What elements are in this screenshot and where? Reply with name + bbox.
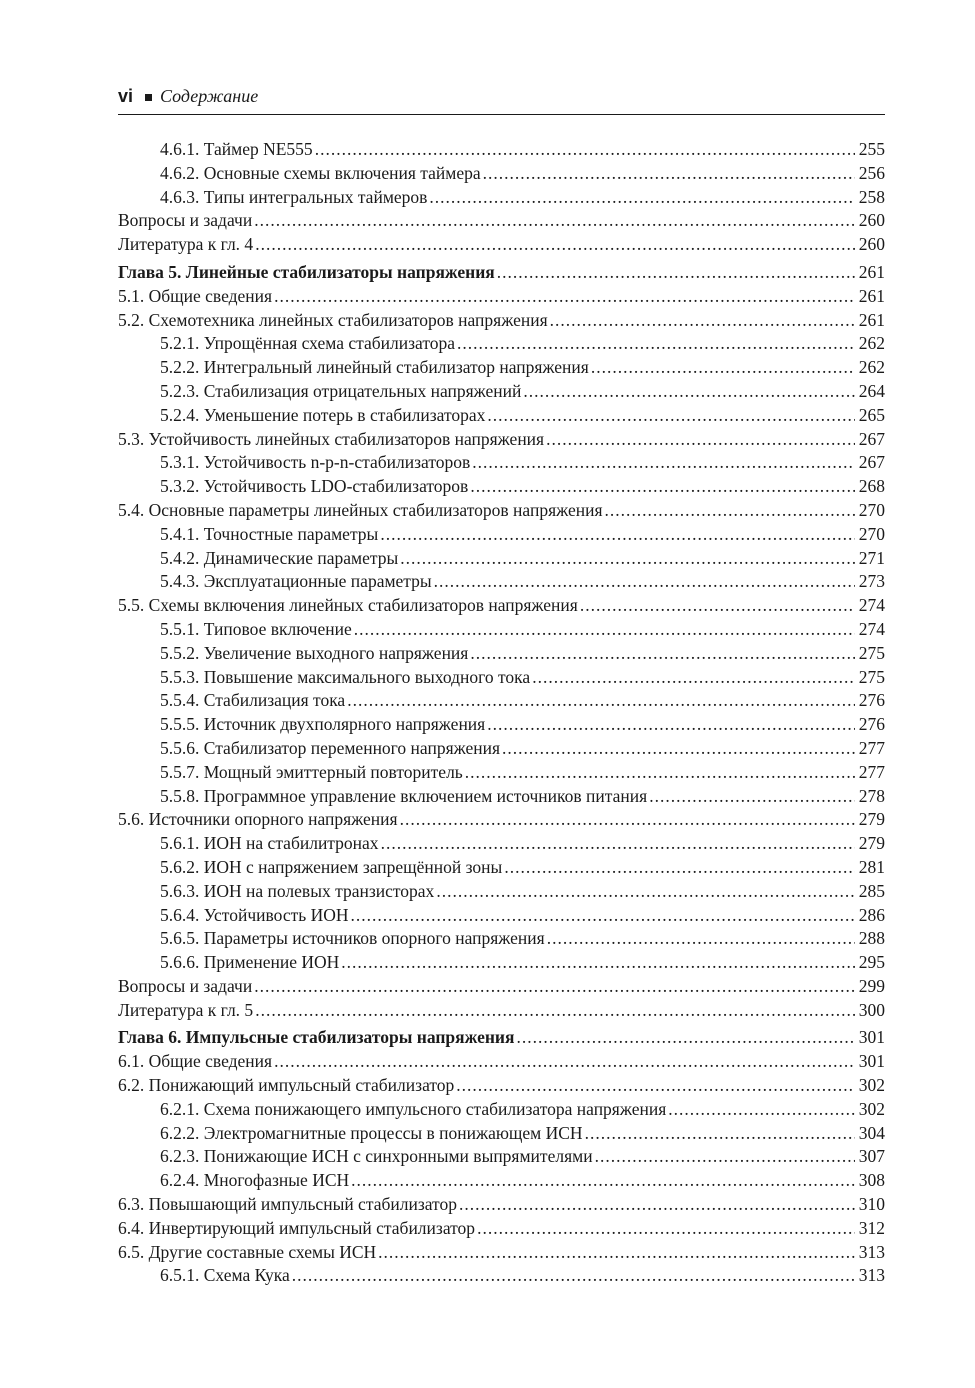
- toc-entry[interactable]: [118, 186, 885, 210]
- toc-entry-title: [160, 1264, 290, 1288]
- toc-entry-text: Электромагнитные процессы в понижающем ИСН: [203, 1122, 583, 1143]
- toc-entry-title: [160, 737, 500, 761]
- toc-leader-dots: [254, 209, 855, 233]
- toc-entry-text: Схемотехника линейных стабилизаторов напряжения: [148, 309, 548, 330]
- toc-entry-number: 6.2.: [118, 1075, 145, 1096]
- toc-entry[interactable]: [118, 162, 885, 186]
- toc-page-number: 274: [858, 618, 885, 639]
- toc-entry-number: 5.5.3.: [160, 666, 200, 687]
- toc-entry-title: [160, 761, 463, 785]
- toc-entry-number: 5.4.1.: [160, 523, 200, 544]
- toc-page-number: 267: [858, 428, 885, 449]
- toc-entry[interactable]: [118, 1050, 885, 1074]
- toc-entry-number: 5.5.4.: [160, 690, 200, 711]
- toc-page-number: 302: [858, 1075, 885, 1096]
- toc-page-number: 288: [858, 928, 885, 949]
- toc-page-number: 313: [858, 1265, 885, 1286]
- toc-entry-number: 4.6.3.: [160, 186, 200, 207]
- toc-entry-title: [118, 428, 544, 452]
- toc-entry-title: [160, 332, 455, 356]
- toc-entry-title: [160, 523, 378, 547]
- toc-entry-title: [160, 880, 434, 904]
- toc-leader-dots: [354, 618, 855, 642]
- toc-entry-text: Стабилизатор переменного напряжения: [203, 737, 501, 758]
- toc-entry-title: [160, 356, 589, 380]
- toc-page-number: 260: [858, 210, 885, 231]
- toc-entry-title: [118, 1193, 457, 1217]
- toc-entry-number: 5.4.2.: [160, 547, 200, 568]
- toc-entry-title: [160, 138, 313, 162]
- toc-entry-number: 5.6.3.: [160, 880, 200, 901]
- toc-page-number: 275: [858, 642, 885, 663]
- toc-leader-dots: [546, 428, 855, 452]
- toc-entry-title: [160, 570, 432, 594]
- toc-entry-number: 6.2.2.: [160, 1122, 200, 1143]
- toc-leader-dots: [255, 233, 855, 257]
- toc-leader-dots: [274, 285, 855, 309]
- toc-entry[interactable]: [118, 808, 885, 832]
- toc-entry-title: [118, 499, 603, 523]
- toc-entry-title: [160, 1145, 593, 1169]
- toc-leader-dots: [591, 356, 855, 380]
- toc-entry-number: 5.2.: [118, 309, 145, 330]
- toc-leader-dots: [381, 832, 855, 856]
- toc-entry-title: [118, 1026, 514, 1050]
- toc-entry-number: 5.2.4.: [160, 404, 200, 425]
- toc-entry[interactable]: [118, 547, 885, 571]
- toc-leader-dots: [547, 927, 855, 951]
- toc-entry-number: 5.5.1.: [160, 618, 200, 639]
- toc-entry-title: [118, 1074, 454, 1098]
- toc-leader-dots: [378, 1241, 855, 1265]
- toc-entry[interactable]: [118, 666, 885, 690]
- toc-entry-text: Понижающий импульсный стабилизатор: [148, 1075, 455, 1096]
- toc-page-number: 265: [858, 404, 885, 425]
- toc-entry-text: Вопросы и задачи: [118, 210, 253, 231]
- toc-entry[interactable]: [118, 1169, 885, 1193]
- toc-entry[interactable]: [118, 1193, 885, 1217]
- toc-entry-text: ИОН с напряжением запрещённой зоны: [203, 856, 503, 877]
- toc-page-number: 278: [858, 785, 885, 806]
- toc-leader-dots: [585, 1122, 855, 1146]
- toc-page-number: 261: [858, 309, 885, 330]
- toc-entry-title: [118, 1050, 272, 1074]
- toc-entry-title: [160, 689, 345, 713]
- toc-entry-number: 5.3.2.: [160, 476, 200, 497]
- toc-entry-text: Стабилизация отрицательных напряжений: [203, 380, 522, 401]
- toc-page-number: 270: [858, 499, 885, 520]
- toc-entry-title: [160, 162, 481, 186]
- toc-leader-dots: [605, 499, 855, 523]
- toc-entry-number: 5.2.1.: [160, 333, 200, 354]
- toc-entry-title: [160, 618, 352, 642]
- toc-entry-text: Точностные параметры: [203, 523, 379, 544]
- toc-entry[interactable]: [118, 138, 885, 162]
- toc-chapter-entry[interactable]: [118, 1026, 885, 1050]
- toc-entry-text: Устойчивость LDO-стабилизаторов: [203, 476, 469, 497]
- toc-leader-dots: [400, 547, 855, 571]
- table-of-contents: [118, 138, 885, 1288]
- toc-page-number: 286: [858, 904, 885, 925]
- toc-entry[interactable]: [118, 285, 885, 309]
- toc-leader-dots: [532, 666, 855, 690]
- toc-leader-dots: [465, 761, 855, 785]
- toc-page-number: 312: [858, 1217, 885, 1238]
- toc-entry-number: 5.3.1.: [160, 452, 200, 473]
- toc-leader-dots: [580, 594, 855, 618]
- toc-entry-number: 6.4.: [118, 1217, 145, 1238]
- toc-entry-number: 5.4.3.: [160, 571, 200, 592]
- toc-entry[interactable]: [118, 785, 885, 809]
- toc-leader-dots: [456, 1074, 855, 1098]
- toc-entry-number: 5.5.5.: [160, 714, 200, 735]
- toc-entry-number: 4.6.1.: [160, 139, 200, 159]
- toc-entry[interactable]: [118, 880, 885, 904]
- toc-entry[interactable]: [118, 475, 885, 499]
- toc-entry[interactable]: [118, 713, 885, 737]
- toc-entry-text: ИОН на стабилитронах: [203, 833, 379, 854]
- toc-entry[interactable]: [118, 1074, 885, 1098]
- toc-entry-number: 5.5.: [118, 595, 145, 616]
- toc-entry[interactable]: [118, 927, 885, 951]
- toc-entry-title: [160, 832, 379, 856]
- toc-entry[interactable]: [118, 332, 885, 356]
- toc-entry-text: Интегральный линейный стабилизатор напряжения: [203, 357, 589, 378]
- toc-page-number: 301: [858, 1051, 885, 1072]
- toc-entry[interactable]: [118, 1145, 885, 1169]
- toc-leader-dots: [470, 475, 855, 499]
- toc-page-number: 277: [858, 737, 885, 758]
- toc-entry[interactable]: [118, 689, 885, 713]
- toc-entry-title: [160, 380, 521, 404]
- toc-entry-text: Повышающий импульсный стабилизатор: [148, 1194, 457, 1215]
- toc-leader-dots: [274, 1050, 855, 1074]
- toc-entry[interactable]: [118, 904, 885, 928]
- toc-entry-number: 5.6.6.: [160, 952, 200, 973]
- toc-entry-text: Другие составные схемы ИСН: [148, 1241, 377, 1262]
- toc-entry-number: 6.3.: [118, 1194, 145, 1215]
- toc-page-number: 304: [858, 1122, 885, 1143]
- toc-entry-text: Схема понижающего импульсного стабилизатора напряжения: [203, 1098, 667, 1119]
- toc-entry-number: 5.5.2.: [160, 642, 200, 663]
- toc-entry-text: Программное управление включением источников питания: [203, 785, 648, 806]
- toc-page-number: 307: [858, 1146, 885, 1167]
- toc-entry-text: Схема Кука: [203, 1265, 290, 1286]
- toc-leader-dots: [497, 261, 855, 285]
- toc-chapter-entry[interactable]: [118, 261, 885, 285]
- toc-entry[interactable]: [118, 642, 885, 666]
- toc-entry[interactable]: [118, 523, 885, 547]
- toc-leader-dots: [434, 570, 855, 594]
- toc-entry-number: 5.5.8.: [160, 785, 200, 806]
- toc-page-number: 279: [858, 833, 885, 854]
- toc-entry-text: Устойчивость n-p-n-стабилизаторов: [203, 452, 471, 473]
- toc-entry-title: [160, 951, 339, 975]
- toc-entry-text: Общие сведения: [148, 1051, 273, 1072]
- toc-entry-title: [160, 785, 647, 809]
- toc-page-number: 271: [858, 547, 885, 568]
- toc-entry-text: Устойчивость линейных стабилизаторов напряжения: [148, 428, 545, 449]
- toc-entry[interactable]: [118, 1098, 885, 1122]
- toc-entry-text: Многофазные ИСН: [203, 1170, 350, 1191]
- toc-entry-text: Источник двухполярного напряжения: [203, 714, 486, 735]
- toc-entry[interactable]: [118, 209, 885, 233]
- toc-page-number: 302: [858, 1098, 885, 1119]
- toc-page-number: 276: [858, 714, 885, 735]
- toc-entry-text: Основные схемы включения таймера: [203, 162, 481, 183]
- toc-leader-dots: [668, 1098, 855, 1122]
- toc-entry-number: 6.2.1.: [160, 1098, 200, 1119]
- toc-entry-number: 5.5.7.: [160, 761, 200, 782]
- toc-entry-text: Типы интегральных таймеров: [203, 186, 428, 207]
- toc-entry-text: Глава 5. Линейные стабилизаторы напряжения: [118, 261, 495, 282]
- toc-entry-text: Увеличение выходного напряжения: [203, 642, 469, 663]
- toc-entry-text: Понижающие ИСН с синхронными выпрямителями: [203, 1146, 593, 1167]
- toc-entry-text: Источники опорного напряжения: [148, 809, 398, 830]
- toc-page-number: 276: [858, 690, 885, 711]
- toc-entry-number: 5.2.2.: [160, 357, 200, 378]
- toc-entry-title: [118, 975, 252, 999]
- toc-leader-dots: [649, 785, 855, 809]
- toc-page-number: 274: [858, 595, 885, 616]
- toc-entry-title: [160, 666, 530, 690]
- toc-entry[interactable]: [118, 451, 885, 475]
- toc-page-number: 300: [858, 999, 885, 1020]
- toc-entry-text: Эксплуатационные параметры: [203, 571, 432, 592]
- toc-entry-text: Повышение максимального выходного тока: [203, 666, 531, 687]
- toc-page-number: 261: [858, 261, 885, 282]
- toc-entry-number: 5.3.: [118, 428, 145, 449]
- running-header: [118, 84, 885, 115]
- toc-entry-title: [160, 927, 545, 951]
- toc-entry-text: Мощный эмиттерный повторитель: [203, 761, 463, 782]
- toc-entry-text: Основные параметры линейных стабилизаторов напряжения: [148, 499, 603, 520]
- toc-page-number: 281: [858, 856, 885, 877]
- toc-entry-title: [118, 999, 253, 1023]
- toc-entry-text: Устойчивость ИОН: [203, 904, 349, 925]
- toc-entry-title: [160, 904, 349, 928]
- toc-leader-dots: [380, 523, 855, 547]
- toc-entry-number: 6.1.: [118, 1051, 145, 1072]
- toc-entry[interactable]: [118, 1264, 885, 1288]
- toc-leader-dots: [341, 951, 855, 975]
- toc-entry[interactable]: [118, 761, 885, 785]
- page-number: vi: [118, 86, 134, 106]
- toc-entry[interactable]: [118, 737, 885, 761]
- toc-entry[interactable]: [118, 1217, 885, 1241]
- toc-entry-text: Схемы включения линейных стабилизаторов напряжения: [148, 595, 578, 616]
- toc-entry-title: [118, 261, 495, 285]
- toc-page-number: 277: [858, 761, 885, 782]
- toc-entry-title: [118, 1217, 475, 1241]
- toc-leader-dots: [504, 856, 855, 880]
- toc-leader-dots: [470, 642, 855, 666]
- toc-entry-title: [160, 186, 427, 210]
- toc-entry[interactable]: [118, 1122, 885, 1146]
- toc-page-number: 308: [858, 1170, 885, 1191]
- toc-entry-title: [118, 1241, 376, 1265]
- toc-entry-number: 5.5.6.: [160, 737, 200, 758]
- toc-entry-title: [160, 856, 502, 880]
- toc-leader-dots: [472, 451, 855, 475]
- toc-entry[interactable]: [118, 832, 885, 856]
- toc-page-number: 262: [858, 333, 885, 354]
- toc-entry-title: [118, 209, 252, 233]
- toc-leader-dots: [523, 380, 855, 404]
- toc-leader-dots: [436, 880, 855, 904]
- toc-page-number: 299: [858, 975, 885, 996]
- toc-leader-dots: [315, 138, 855, 162]
- toc-entry-text: Параметры источников опорного напряжения: [203, 928, 545, 949]
- toc-page-number: 273: [858, 571, 885, 592]
- toc-page-number: 279: [858, 809, 885, 830]
- toc-entry-title: [118, 285, 272, 309]
- toc-leader-dots: [457, 332, 855, 356]
- toc-entry-number: 5.1.: [118, 285, 145, 306]
- toc-entry[interactable]: [118, 356, 885, 380]
- toc-leader-dots: [477, 1217, 855, 1241]
- toc-entry-text: Литература к гл. 5: [118, 999, 254, 1020]
- toc-entry-title: [118, 594, 578, 618]
- toc-entry[interactable]: [118, 309, 885, 333]
- toc-entry-title: [118, 309, 548, 333]
- toc-entry-text: Инвертирующий импульсный стабилизатор: [148, 1217, 476, 1238]
- toc-leader-dots: [400, 808, 855, 832]
- toc-leader-dots: [487, 404, 855, 428]
- toc-leader-dots: [292, 1264, 855, 1288]
- toc-entry-text: ИОН на полевых транзисторах: [203, 880, 435, 901]
- toc-leader-dots: [483, 162, 855, 186]
- toc-leader-dots: [516, 1026, 855, 1050]
- toc-entry[interactable]: [118, 428, 885, 452]
- toc-entry-number: 5.6.2.: [160, 856, 200, 877]
- toc-page-number: 261: [858, 285, 885, 306]
- toc-entry-title: [118, 233, 253, 257]
- toc-page-number: 256: [858, 162, 885, 183]
- toc-entry-number: 6.2.4.: [160, 1170, 200, 1191]
- toc-entry-number: 4.6.2.: [160, 162, 200, 183]
- toc-entry-number: 5.6.: [118, 809, 145, 830]
- toc-page-number: 285: [858, 880, 885, 901]
- toc-page-number: 310: [858, 1194, 885, 1215]
- toc-page-number: 264: [858, 380, 885, 401]
- toc-entry-text: Таймер NE555: [203, 139, 313, 159]
- toc-page-number: 295: [858, 952, 885, 973]
- toc-page-number: 255: [858, 139, 885, 159]
- toc-entry-title: [118, 808, 398, 832]
- toc-leader-dots: [351, 1169, 855, 1193]
- toc-page-number: 267: [858, 452, 885, 473]
- toc-entry-title: [160, 475, 468, 499]
- toc-entry-text: Глава 6. Импульсные стабилизаторы напряжения: [118, 1027, 515, 1048]
- toc-page-number: 268: [858, 476, 885, 497]
- toc-page-number: 262: [858, 357, 885, 378]
- toc-entry-title: [160, 642, 468, 666]
- toc-entry-text: Упрощённая схема стабилизатора: [203, 333, 456, 354]
- toc-leader-dots: [487, 713, 855, 737]
- toc-entry-number: 6.5.: [118, 1241, 145, 1262]
- toc-page-number: 313: [858, 1241, 885, 1262]
- toc-entry[interactable]: [118, 404, 885, 428]
- toc-page-number: 260: [858, 234, 885, 255]
- toc-entry[interactable]: [118, 975, 885, 999]
- toc-entry-text: Литература к гл. 4: [118, 234, 254, 255]
- toc-entry-number: 5.4.: [118, 499, 145, 520]
- toc-entry-number: 6.5.1.: [160, 1265, 200, 1286]
- toc-entry-title: [160, 1098, 666, 1122]
- toc-entry-title: [160, 547, 398, 571]
- toc-entry[interactable]: [118, 1241, 885, 1265]
- toc-entry-title: [160, 404, 485, 428]
- toc-leader-dots: [595, 1145, 855, 1169]
- toc-leader-dots: [502, 737, 855, 761]
- header-separator-square: [145, 94, 152, 101]
- toc-entry[interactable]: [118, 570, 885, 594]
- toc-page-number: 301: [858, 1027, 885, 1048]
- toc-entry[interactable]: [118, 380, 885, 404]
- toc-entry-text: Динамические параметры: [203, 547, 399, 568]
- toc-entry[interactable]: [118, 951, 885, 975]
- toc-leader-dots: [351, 904, 855, 928]
- toc-entry-number: 6.2.3.: [160, 1146, 200, 1167]
- toc-leader-dots: [347, 689, 855, 713]
- toc-entry-text: Общие сведения: [148, 285, 273, 306]
- toc-leader-dots: [459, 1193, 855, 1217]
- toc-entry[interactable]: [118, 233, 885, 257]
- toc-page-number: 258: [858, 186, 885, 207]
- toc-entry-text: Вопросы и задачи: [118, 975, 253, 996]
- toc-entry-number: 5.6.1.: [160, 833, 200, 854]
- toc-leader-dots: [550, 309, 855, 333]
- toc-entry-text: Типовое включение: [203, 618, 352, 639]
- toc-entry[interactable]: [118, 856, 885, 880]
- toc-page-number: 275: [858, 666, 885, 687]
- header-title: Содержание: [160, 86, 259, 106]
- toc-entry[interactable]: [118, 999, 885, 1023]
- toc-entry-text: Применение ИОН: [203, 952, 340, 973]
- toc-entry[interactable]: [118, 499, 885, 523]
- toc-leader-dots: [429, 186, 855, 210]
- toc-entry-text: Стабилизация тока: [203, 690, 346, 711]
- toc-entry-title: [160, 1169, 349, 1193]
- toc-leader-dots: [255, 999, 855, 1023]
- toc-entry-text: Уменьшение потерь в стабилизаторах: [203, 404, 486, 425]
- toc-entry-number: 5.6.5.: [160, 928, 200, 949]
- toc-entry[interactable]: [118, 618, 885, 642]
- toc-entry-number: 5.6.4.: [160, 904, 200, 925]
- toc-entry-title: [160, 451, 470, 475]
- toc-leader-dots: [254, 975, 855, 999]
- toc-entry-number: 5.2.3.: [160, 380, 200, 401]
- toc-entry-title: [160, 713, 485, 737]
- toc-entry[interactable]: [118, 594, 885, 618]
- toc-entry-title: [160, 1122, 583, 1146]
- toc-page-number: 270: [858, 523, 885, 544]
